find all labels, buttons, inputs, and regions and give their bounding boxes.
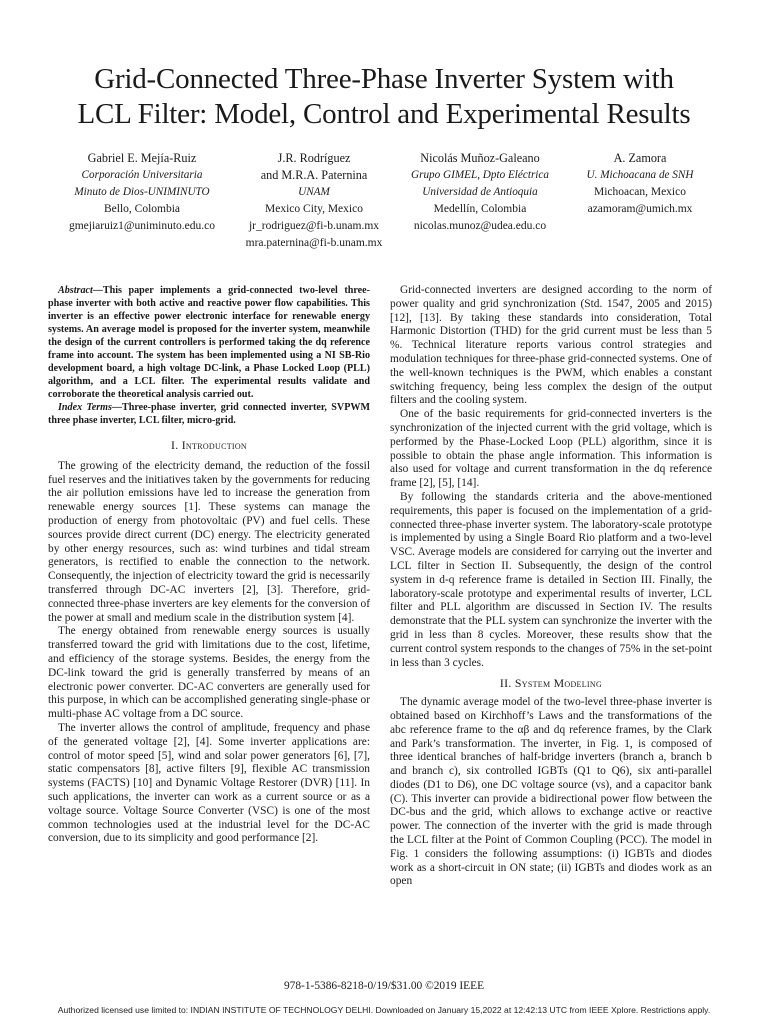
author-affiliation: Minuto de Dios-UNIMINUTO (74, 186, 210, 198)
left-column (48, 284, 370, 846)
right-column (390, 284, 712, 889)
abstract (48, 284, 370, 401)
section-title: System Modeling (514, 676, 603, 691)
author-affiliation: Grupo GIMEL, Dpto Eléctrica (411, 169, 549, 181)
abstract-label: Abstract (58, 285, 93, 296)
author-name: Nicolás Muñoz-Galeano (420, 151, 540, 165)
copyright-footer: 978-1-5386-8218-0/19/$31.00 ©2019 IEEE (283, 980, 485, 992)
author-block-3 (392, 150, 568, 235)
body-paragraph: The energy obtained from renewable energy sources is usually transferred toward the grid with limitations due to the cost, lifetime, and efficiency of the storage systems. Besides, the energy from the DC-link toward the grid is generally transferred by means of an electronic power converter. DC-AC converters are generally used for this purpose, in which can be accomplished generating single-phase or multi-phase AC voltage from a DC source. (48, 625, 370, 721)
title-line-2: LCL Filter: Model, Control and Experimental Results (77, 98, 691, 130)
author-location: Michoacan, Mexico (594, 186, 686, 198)
author-email[interactable]: azamoram@umich.mx (587, 203, 693, 215)
abstract-text: —This paper implements a grid-connected two-level three-phase inverter with both active and reactive power flow capabilities. This inverter is an effective power electronic interface for renewable energy systems. An average model is proposed for the inverter system, meanwhile the design of the current controllers is performed taking the dq reference frame into account. The system has been implemented using a NI SB-Rio development board, a high voltage DC-link, a Phase Locked Loop (PLL) algorithm, and a LCL filter. The experimental results validate and corroborate the theoretical analysis carried out. (48, 285, 370, 400)
author-email[interactable]: nicolas.munoz@udea.edu.co (413, 220, 547, 232)
author-name: A. Zamora (613, 151, 667, 165)
section-number: I. (170, 438, 179, 452)
index-terms-text: —Three-phase inverter, grid connected inverter, SVPWM three phase inverter, LCL filter, micro-grid. (48, 402, 370, 426)
author-name: J.R. Rodríguez (277, 151, 351, 165)
body-paragraph: The dynamic average model of the two-level three-phase inverter is obtained based on Kirchhoff’s Laws and the transformations of the abc reference frame to the αβ and dq reference frames, by the Clark and Park’s transformation. The inverter, in Fig. 1, is composed of three identical branches of half-bridge inverters (branch a, branch b and branch c), six controlled IGBTs (Q1 to Q6), six anti-parallel diodes (D1 to D6), one DC voltage source (vs), and a capacitor bank (C). This inverter can provide a bidirectional power flow between the DC-bus and the grid, which allows to exchange active or reactive power. The connection of the inverter with the grid is made through the LCL filter at the Point of Common Coupling (PCC). The model in Fig. 1 considers the following assumptions: (i) IGBTs and diodes work as a short-circuit in ON state; (ii) IGBTs and diodes work as an open (390, 696, 712, 888)
author-email[interactable]: jr_rodriguez@fi-b.unam.mx (248, 220, 380, 232)
author-name: Gabriel E. Mejía-Ruiz (87, 151, 197, 165)
author-location: Bello, Colombia (103, 203, 181, 215)
author-block-2 (234, 150, 394, 252)
body-paragraph: Grid-connected inverters are designed according to the norm of power quality and grid synchronization (Std. 1547, 2005 and 2015) [12], [13]. By taking these standards into consideration, Total Harmonic Distortion (THD) for the grid current must be less than 5 %. Technical literature reports various control strategies and modulation techniques for three-phase grid-connected systems. One of the well-known techniques is the PWM, which enables a constant switching frequency, being less complex the design of the output filters and the cooling system. (390, 284, 713, 407)
section-heading-introduction (48, 439, 370, 453)
section-title: Introduction (181, 438, 248, 452)
author-location: Mexico City, Mexico (265, 203, 363, 215)
title-line-1: Grid-Connected Three-Phase Inverter System with (94, 63, 674, 95)
body-paragraph: One of the basic requirements for grid-connected inverters is the synchronization of the injected current with the grid voltage, which is performed by the Phase-Locked Loop (PLL) algorithm, since it is possible to obtain the phase angle information. This information is also used for voltage and current transformation in the dq reference frame [2], [5], [14]. (390, 408, 712, 490)
author-location: Medellín, Colombia (433, 203, 527, 215)
author-block-4 (568, 150, 712, 218)
paper-title (40, 62, 728, 132)
index-terms (48, 401, 370, 427)
body-paragraph: The inverter allows the control of amplitude, frequency and phase of the generated voltage [2], [4]. Some inverter applications are: control of motor speed [5], wind and solar power generators [6], [7], static compensators [8], active filters [9], flexible AC transmission systems (FACTS) [10] and Dynamic Voltage Restorer (DVR) [11]. In such applications, the inverter can work as a current source or as a voltage source. Voltage Source Converter (VSC) is one of the most common technologies used at the industrial level for the DC-AC conversion, due to its simplicity and good performance [2]. (48, 721, 370, 845)
index-terms-label: Index Terms (58, 402, 112, 413)
body-paragraph: The growing of the electricity demand, the reduction of the fossil fuel reserves and the initiatives taken by the governments for reducing the air pollution emissions have led to increase the generation from renewable energy sources [1]. These systems can manage the production of energy from photovoltaic (PV) and fuel cells. These sources provide direct current (DC) energy. The electricity generated by other energy resources, such as: wind turbines and tidal stream generators, is rectified to enable the connection to the network. Consequently, the injection of electricity toward the grid is necessarily transferred through DC-AC inverters [2], [3]. Therefore, grid-connected three-phase inverters are key elements for the conversion of the power at small and medium scale in the distribution system [4]. (48, 459, 370, 624)
author-affiliation: Corporación Universitaria (81, 169, 203, 181)
author-block-1 (48, 150, 236, 235)
section-number: II. (499, 676, 512, 691)
author-email[interactable]: gmejiaruiz1@uniminuto.edu.co (68, 220, 215, 232)
author-affiliation: U. Michoacana de SNH (586, 169, 694, 181)
license-notice: Authorized licensed use limited to: INDIAN INSTITUTE OF TECHNOLOGY DELHI. Downloaded on January 15,2022 at 12:42:13 UTC from IEEE Xplore. Restrictions apply. (57, 1005, 711, 1015)
author-email[interactable]: mra.paternina@fi-b.unam.mx (245, 237, 383, 249)
body-paragraph: By following the standards criteria and the above-mentioned requirements, this paper is focused on the implementation of a grid-connected three-phase inverter system. The laboratory-scale prototype is implemented by using a Single Board Rio platform and a two-level VSC. Average models are considered for carrying out the inverter and LCL filter in Section II. Subsequently, the design of the control system in d-q reference frame is detailed in Section III. Finally, the laboratory-scale prototype and experimental results of inverter, LCL filter and PLL algorithm are discussed in Section IV. The results demonstrate that the PLL system can synchronize the inverter with the grid in less than 8 cycles. Moreover, these results show that the current control system responds to the changes of 75% in the set-point in less than 3 cycles. (390, 490, 712, 669)
section-heading-system-modeling (390, 677, 712, 691)
author-affiliation: UNAM (298, 186, 330, 198)
author-name: and M.R.A. Paternina (260, 168, 368, 182)
author-affiliation: Universidad de Antioquia (422, 186, 538, 198)
